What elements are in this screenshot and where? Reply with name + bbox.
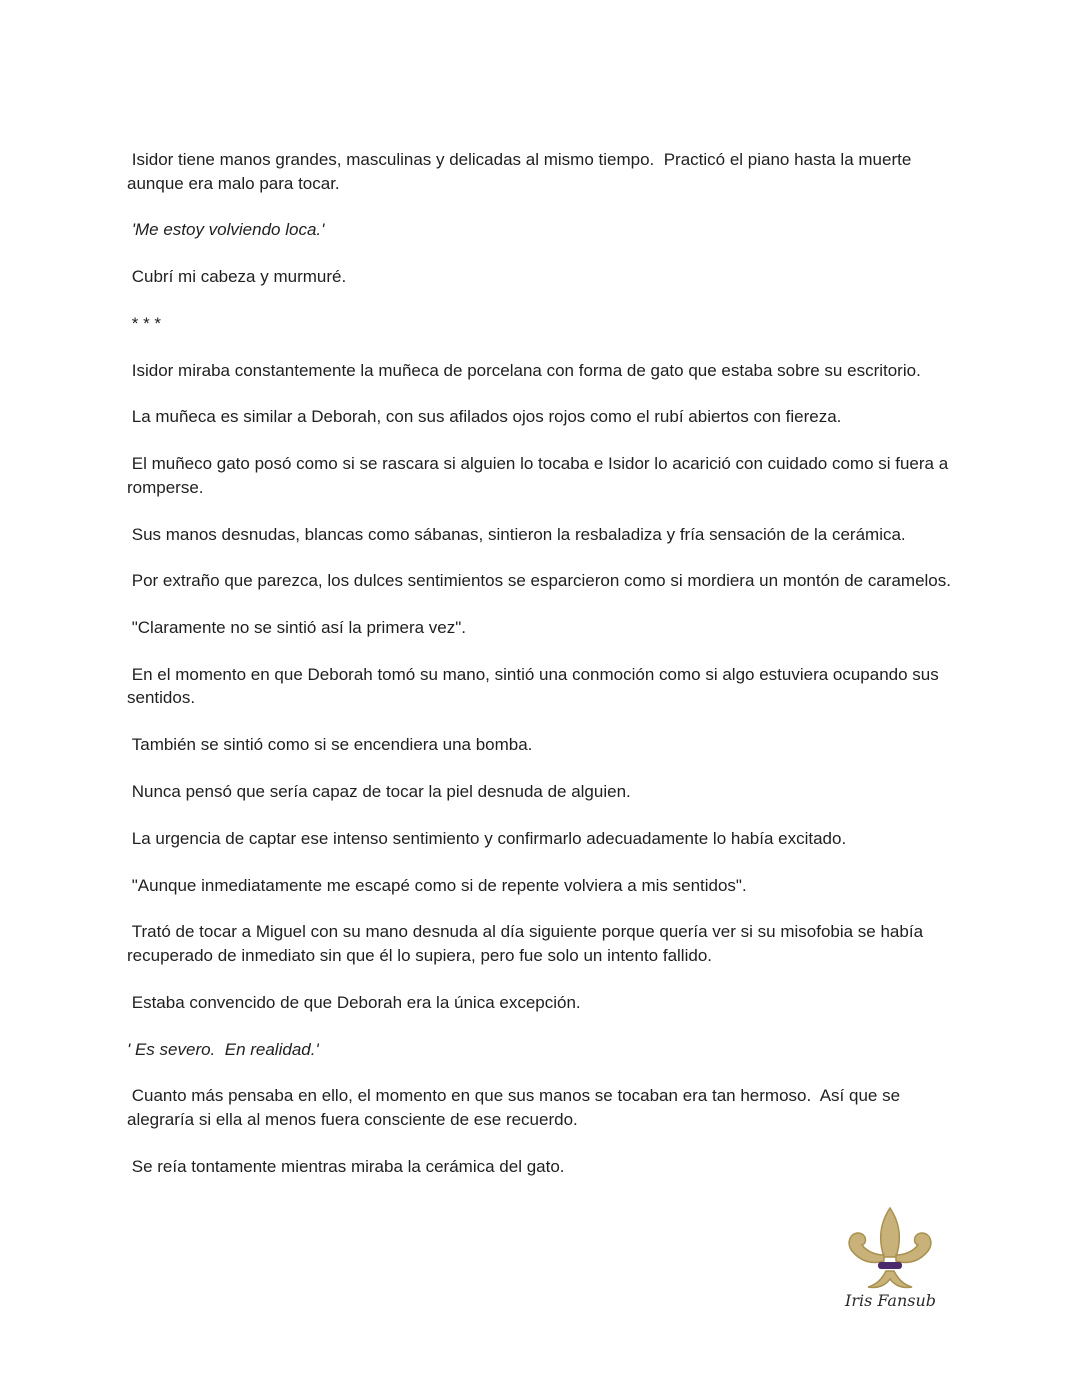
paragraph: Por extraño que parezca, los dulces sentimientos se esparcieron como si mordiera un montón de caramelos. (127, 571, 951, 591)
document-body (127, 148, 957, 1201)
paragraph: Estaba convencido de que Deborah era la única excepción. (127, 992, 581, 1012)
iris-fansub-logo (838, 1205, 943, 1320)
paragraph: ' Es severo. En realidad.' (127, 1039, 319, 1059)
paragraph: La muñeca es similar a Deborah, con sus afilados ojos rojos como el rubí abiertos con fiereza. (127, 407, 842, 427)
paragraph: Isidor tiene manos grandes, masculinas y delicadas al mismo tiempo. Practicó el piano hasta la muerte aunque era malo para tocar. (127, 150, 917, 193)
logo-text: Iris Fansub (845, 1291, 936, 1310)
paragraph: Se reía tontamente mientras miraba la cerámica del gato. (127, 1156, 565, 1176)
paragraph: Cubrí mi cabeza y murmuré. (127, 267, 347, 287)
paragraph: Isidor miraba constantemente la muñeca de porcelana con forma de gato que estaba sobre su escritorio. (127, 360, 921, 380)
paragraph: También se sintió como si se encendiera una bomba. (127, 735, 533, 755)
paragraph: Cuanto más pensaba en ello, el momento en que sus manos se tocaban era tan hermoso. Así que se alegraría si ella al menos fuera consciente de ese recuerdo. (127, 1086, 905, 1129)
paragraph: El muñeco gato posó como si se rascara si alguien lo tocaba e Isidor lo acarició con cuidado como si fuera a romperse. (127, 454, 953, 497)
paragraph: "Claramente no se sintió así la primera vez". (127, 618, 466, 638)
paragraph: "Aunque inmediatamente me escapé como si de repente volviera a mis sentidos". (127, 875, 747, 895)
fleur-de-lis-icon (838, 1205, 943, 1295)
paragraph: La urgencia de captar ese intenso sentimiento y confirmarlo adecuadamente lo había excitado. (127, 828, 847, 848)
paragraph: Trató de tocar a Miguel con su mano desnuda al día siguiente porque quería ver si su misofobia se había recuperado de inmediato sin que él lo supiera, pero fue solo un intento fallido. (127, 922, 928, 965)
paragraph: 'Me estoy volviendo loca.' (127, 220, 325, 240)
paragraph: Nunca pensó que sería capaz de tocar la piel desnuda de alguien. (127, 782, 631, 802)
paragraph: En el momento en que Deborah tomó su mano, sintió una conmoción como si algo estuviera ocupando sus sentidos. (127, 664, 944, 708)
scene-break: * * * (127, 313, 162, 333)
paragraph: Sus manos desnudas, blancas como sábanas, sintieron la resbaladiza y fría sensación de la cerámica. (127, 524, 906, 544)
